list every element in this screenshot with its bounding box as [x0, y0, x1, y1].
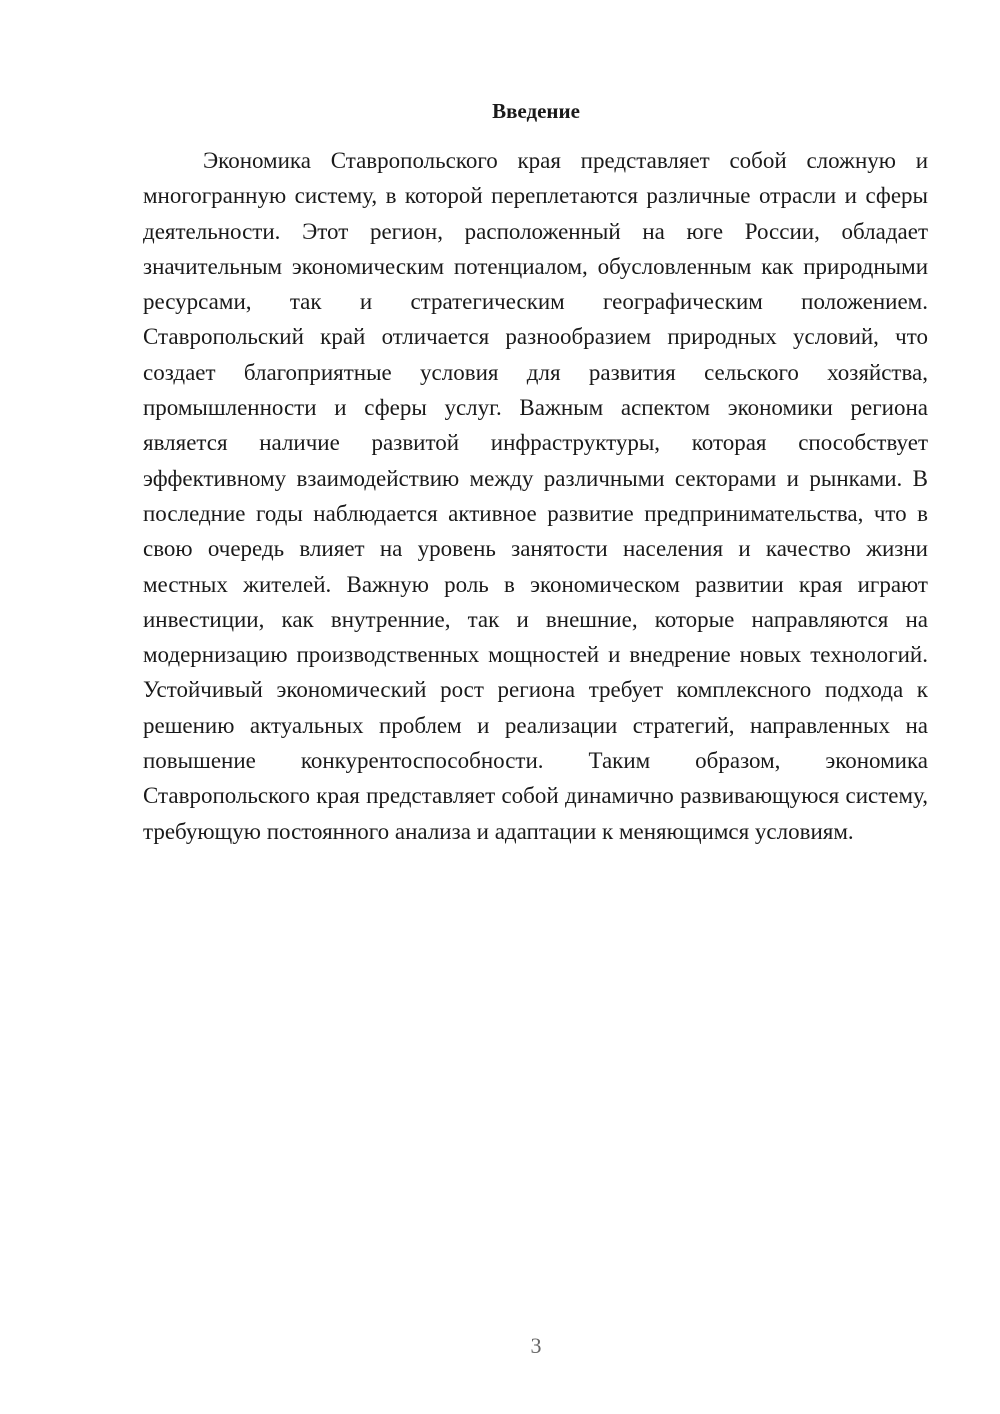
page-number: 3	[530, 1333, 542, 1358]
section-heading: Введение	[492, 99, 580, 123]
body-paragraph: Экономика Ставропольского края представляет собой сложную и многогранную систему, в которой переплетаются различные отрасли и сферы деятельности. Этот регион, расположенный на юге России, обладает значительным экономическим потенциалом, обусловленным как природными ресурсами, так и стратегическим географическим положением. Ставропольский край отличается разнообразием природных условий, что создает благоприятные условия для развития сельского хозяйства, промышленности и сферы услуг. Важным аспектом экономики региона является наличие развитой инфраструктуры, которая способствует эффективному взаимодействию между различными секторами и рынками. В последние годы наблюдается активное развитие предпринимательства, что в свою очередь влияет на уровень занятости населения и качество жизни местных жителей. Важную роль в экономическом развитии края играют инвестиции, как внутренние, так и внешние, которые направляются на модернизацию производственных мощностей и внедрение новых технологий. Устойчивый экономический рост региона требует комплексного подхода к решению актуальных проблем и реализации стратегий, направленных на повышение конкурентоспособности. Таким образом, экономика Ставропольского края представляет собой динамично развивающуюся систему, требующую постоянного анализа и адаптации к меняющимся условиям.	[143, 148, 928, 844]
